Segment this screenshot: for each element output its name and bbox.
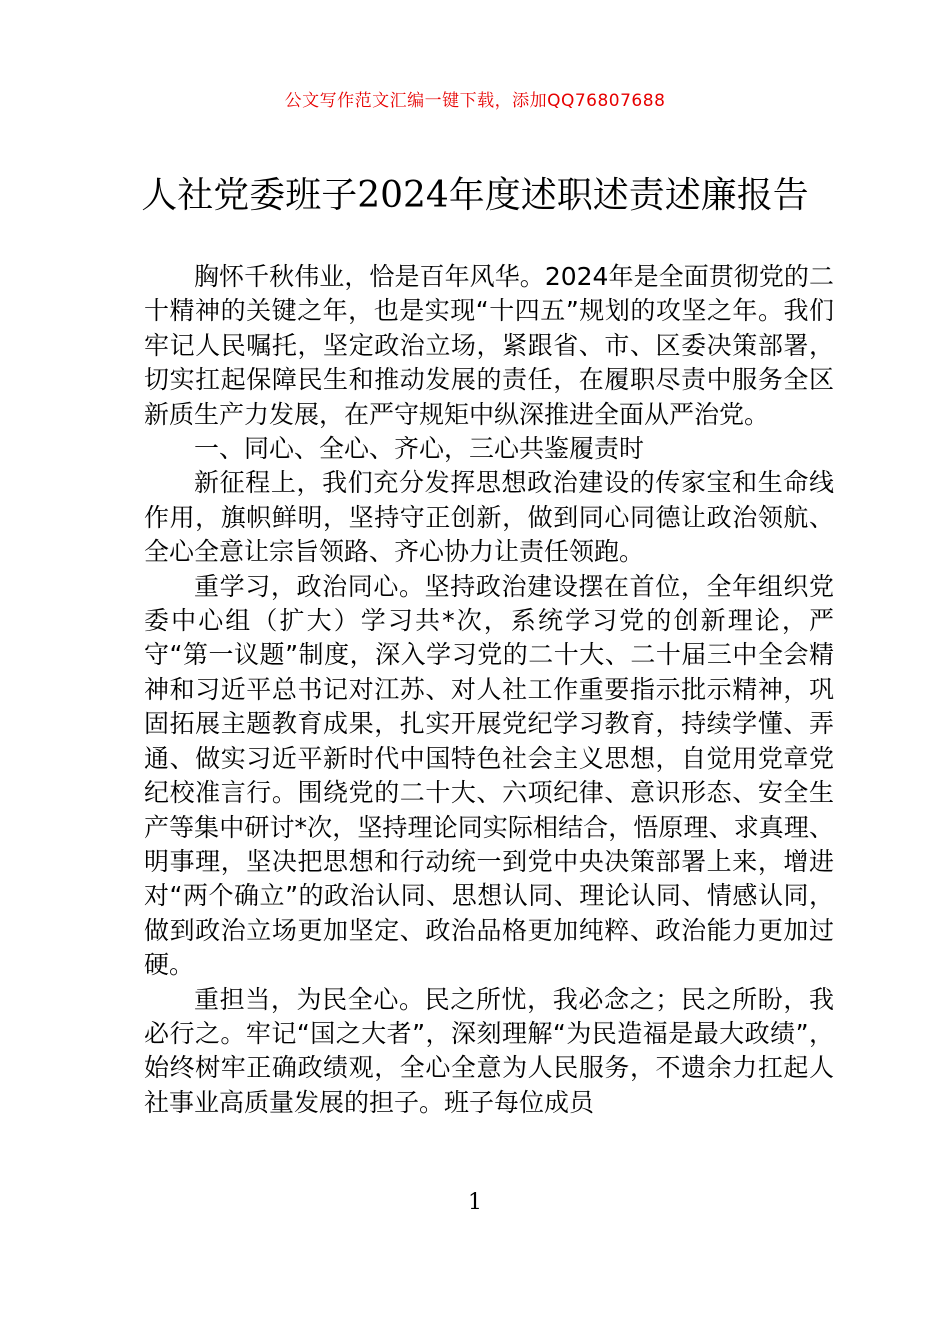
- paragraph-intro: 胸怀千秋伟业，恰是百年风华。2024年是全面贯彻党的二十精神的关键之年，也是实现“十四五”规划的攻坚之年。我们牢记人民嘱托，坚定政治立场，紧跟省、市、区委决策部署，切实扛起保障民生和推动发展的责任，在履职尽责中服务全区新质生产力发展，在严守规矩中纵深推进全面从严治党。: [144, 262, 834, 429]
- paragraph-section-1-intro: 新征程上，我们充分发挥思想政治建设的传家宝和生命线作用，旗帜鲜明，坚持守正创新，做到同心同德让政治领航、全心全意让宗旨领路、齐心协力让责任领跑。: [144, 468, 834, 567]
- paragraph-responsibility: 重担当，为民全心。民之所忧，我必念之；民之所盼，我必行之。牢记“国之大者”，深刻理解“为民造福是最大政绩”，始终树牢正确政绩观，全心全意为人民服务，不遗余力扛起人社事业高质量发展的担子。班子每位成员: [144, 984, 834, 1117]
- download-promo-note: 公文写作范文汇编一键下载，添加QQ76807688: [284, 91, 666, 111]
- section-heading-1: 一、同心、全心、齐心，三心共鉴履责时: [194, 434, 645, 464]
- document-body: [144, 260, 834, 1120]
- page-number: 1: [468, 1190, 482, 1215]
- paragraph-study: 重学习，政治同心。坚持政治建设摆在首位，全年组织党委中心组（扩大）学习共*次，系统学习党的创新理论，严守“第一议题”制度，深入学习党的二十大、二十届三中全会精神和习近平总书记对江苏、对人社工作重要指示批示精神，巩固拓展主题教育成果，扎实开展党纪学习教育，持续学懂、弄通、做实习近平新时代中国特色社会主义思想，自觉用党章党纪校准言行。围绕党的二十大、六项纪律、意识形态、安全生产等集中研讨*次，坚持理论同实际相结合，悟原理、求真理、明事理，坚决把思想和行动统一到党中央决策部署上来，增进对“两个确立”的政治认同、思想认同、理论认同、情感认同，做到政治立场更加坚定、政治品格更加纯粹、政治能力更加过硬。: [144, 571, 834, 980]
- document-title: 人社党委班子2024年度述职述责述廉报告: [141, 175, 809, 216]
